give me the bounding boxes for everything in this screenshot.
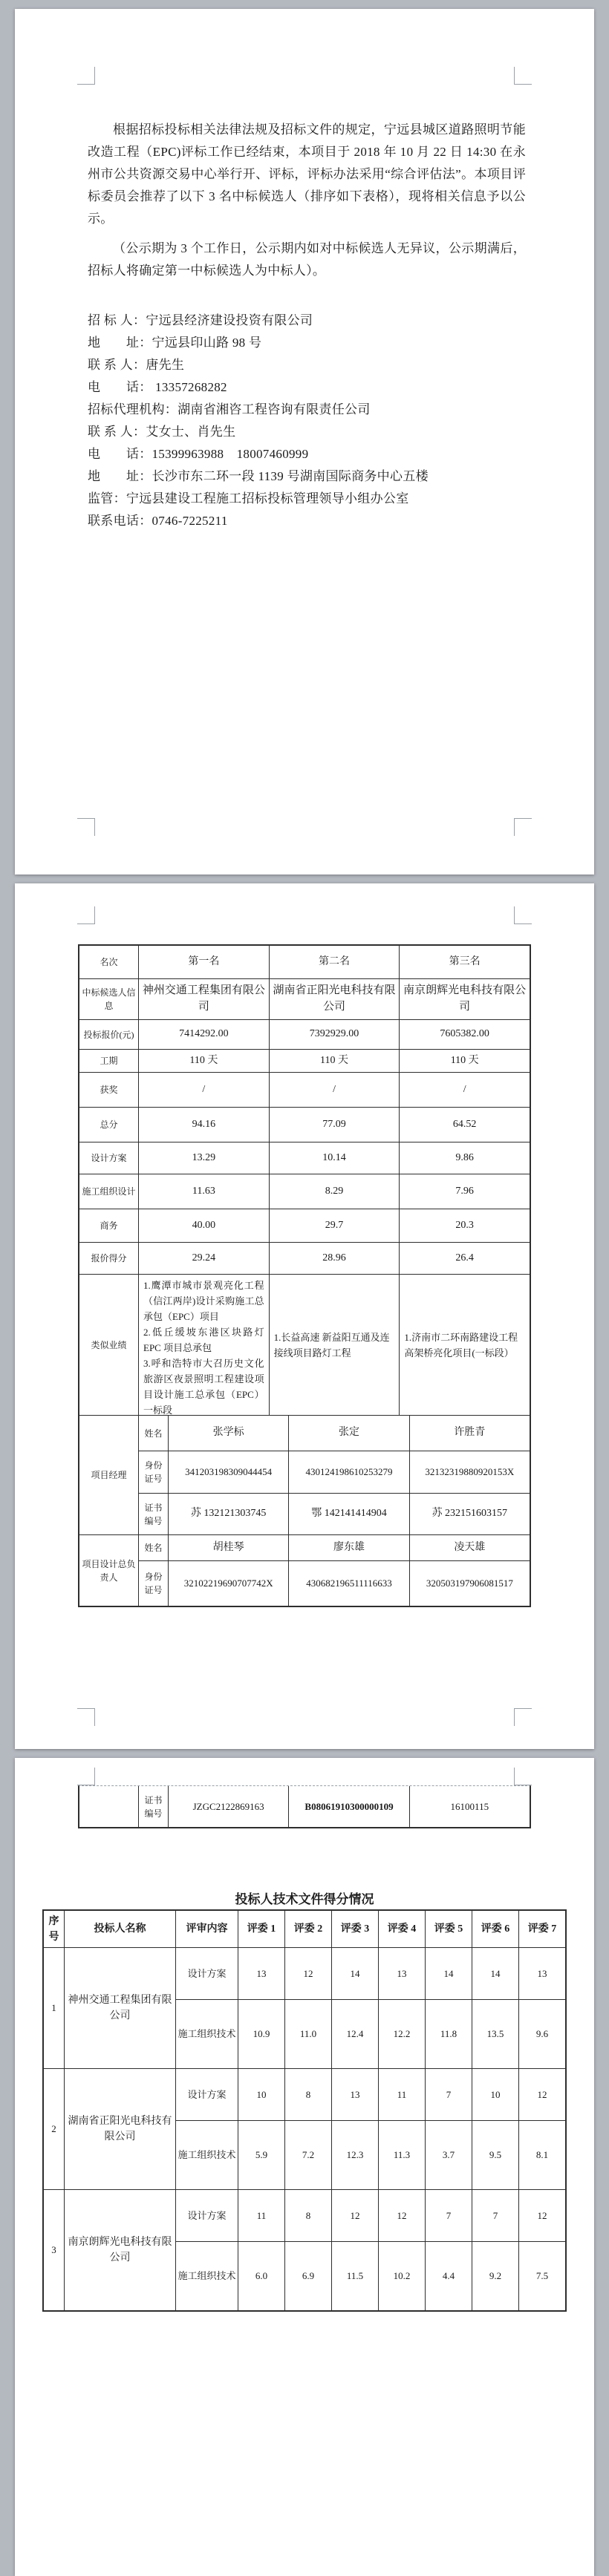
cell-value: 苏 232151603157 — [431, 1508, 508, 1520]
cell-score: 8 — [285, 2190, 332, 2241]
cell-criterion: 施工组织技术 — [176, 2000, 238, 2068]
cell-score: 12 — [285, 1948, 332, 1999]
achievement-item: 1.鹰潭市城市景观亮化工程（信江两岸)设计采购施工总承包（EPC）项目 — [143, 1280, 264, 1322]
achievement-item: 2.低丘缓坡东港区块路灯 EPC 项目总承包 — [143, 1327, 264, 1353]
cell-value: 9.86 — [455, 1151, 474, 1163]
cell-achievements-1 — [139, 1275, 270, 1415]
cell-score: 12 — [537, 2209, 547, 2221]
cell-score: 12 — [537, 2088, 547, 2100]
cell-score: 12.2 — [379, 2000, 426, 2068]
score-row-design — [176, 2069, 565, 2121]
contact-info-block — [88, 310, 526, 532]
cell-candidate-3: 南京朗辉光电科技有限公司 — [403, 984, 527, 1013]
cell-sublabel: 身份证号 — [139, 1561, 169, 1606]
paragraph-publicity: （公示期为 3 个工作日，公示期内如对中标候选人无异议，公示期满后，招标人将确定第一中标候选人为中标人）。 — [88, 241, 526, 278]
cell-value: 430682196511116633 — [289, 1561, 409, 1606]
cell-score: 13 — [537, 1967, 547, 1979]
cell-value: 32132319880920153X — [425, 1465, 515, 1477]
cell-value: 110 天 — [139, 1050, 270, 1072]
cell-label: 设计方案 — [79, 1142, 139, 1174]
info-line-agency-address: 地 址：长沙市东二环一段 1139 号湖南国际商务中心五楼 — [88, 469, 429, 483]
table-row-rank-header — [79, 946, 530, 979]
score-row-design — [176, 2190, 565, 2242]
table-row-designer-name — [139, 1535, 530, 1561]
cell-sublabel: 证书编号 — [139, 1494, 169, 1534]
page-1[interactable] — [15, 9, 594, 875]
info-line-phone: 电 话： 13357268282 — [88, 380, 227, 394]
table-row-achievements — [79, 1275, 530, 1416]
cell-score: 7 — [426, 2190, 472, 2241]
cell-value: B08061910300000109 — [289, 1786, 409, 1827]
cell-label: 施工组织设计 — [79, 1174, 139, 1209]
info-line-agency-phone: 电 话：15399963988 18007460999 — [88, 447, 309, 461]
cell-score: 8.1 — [535, 2149, 549, 2161]
cell-score: 11.3 — [379, 2121, 426, 2189]
margin-corner-mark — [514, 818, 532, 836]
cell-value: 430124198610253279 — [289, 1451, 409, 1493]
cell-score: 5.9 — [238, 2121, 285, 2189]
cell-score: 12.3 — [332, 2121, 379, 2189]
margin-corner-mark — [514, 1768, 532, 1785]
cell-criterion: 设计方案 — [176, 1948, 238, 1999]
cell-score: 7 — [426, 2069, 472, 2120]
cell-score: 6.0 — [238, 2242, 285, 2310]
margin-corner-mark — [77, 906, 95, 924]
cell-label: 总分 — [79, 1108, 139, 1142]
cell-score: 11.0 — [285, 2000, 332, 2068]
margin-corner-mark — [514, 906, 532, 924]
cell-seq: 1 — [44, 1948, 65, 2068]
paragraph-intro: 根据招标投标相关法律法规及招标文件的规定，宁远县城区道路照明节能改造工程（EPC)评标工作已经结束，本项目于 2018 年 10 月 22 日 14:30 在永州市公共资源交易中心举行开、评标，评标办法采用“综合评估法”。本项目评标委员会推荐了以下 3 名中标候选人（排序如下表格），现将相关信息予以公示。 — [88, 122, 526, 226]
cell-value: 29.24 — [139, 1243, 270, 1274]
table-row-manager-cert — [139, 1494, 530, 1534]
cell-score: 11 — [238, 2190, 285, 2241]
cell-label: 类似业绩 — [79, 1275, 139, 1415]
cell-value: / — [270, 1073, 400, 1107]
table-row-candidate-names — [79, 979, 530, 1020]
cell-sublabel: 身份证号 — [139, 1451, 169, 1493]
margin-corner-mark — [514, 67, 532, 85]
cell-corner-label: 名次 — [79, 946, 139, 978]
cell-score: 10 — [472, 2069, 519, 2120]
score-block-bidder-1 — [44, 1948, 565, 2069]
margin-corner-mark — [77, 1768, 95, 1785]
table-row-construction-score — [79, 1174, 530, 1209]
cell-sublabel: 姓名 — [139, 1416, 169, 1451]
margin-corner-mark — [514, 1708, 532, 1726]
cell-value: 16100115 — [450, 1800, 489, 1812]
cell-label: 中标候选人信息 — [79, 979, 139, 1019]
cell-value: 7.96 — [455, 1185, 474, 1197]
cell-value: 13.29 — [139, 1142, 270, 1174]
cell-value: 胡桂琴 — [169, 1535, 289, 1560]
table-row-bid-price — [79, 1020, 530, 1050]
cell-value: / — [463, 1083, 466, 1095]
cell-value: 40.00 — [139, 1209, 270, 1242]
cell-achievements-3: 1.济南市二环南路建设工程高架桥亮化项目(一标段） — [404, 1331, 518, 1359]
cell-value: 苏 132121303745 — [169, 1494, 289, 1534]
cell-score: 9.2 — [472, 2242, 519, 2310]
cell-value: 7605382.00 — [440, 1028, 489, 1040]
cell-bidder-name: 湖南省正阳光电科技有限公司 — [65, 2069, 176, 2189]
cell-score: 7.5 — [535, 2270, 549, 2282]
cell-bidder-name: 南京朗辉光电科技有限公司 — [65, 2190, 176, 2310]
cell-rank-2: 第二名 — [270, 946, 400, 978]
table-row-design-score — [79, 1142, 530, 1174]
cell-value: 许胜青 — [454, 1427, 486, 1439]
info-line-agency: 招标代理机构：湖南省湘咨工程咨询有限责任公司 — [88, 402, 371, 416]
cell-score: 4.4 — [426, 2242, 472, 2310]
cell-value: / — [139, 1073, 270, 1107]
cell-score: 9.5 — [472, 2121, 519, 2189]
table-row-commerce-score — [79, 1209, 530, 1243]
cell-criterion: 施工组织技术 — [176, 2242, 238, 2310]
table-row-manager-id — [139, 1451, 530, 1494]
cell-achievements-2: 1.长益高速 新益阳互通及连接线项目路灯工程 — [270, 1275, 400, 1415]
table-row-total-score — [79, 1108, 530, 1142]
cell-score: 7.2 — [285, 2121, 332, 2189]
cell-criterion: 施工组织技术 — [176, 2121, 238, 2189]
cell-value: 廖东雄 — [289, 1535, 409, 1560]
cell-score: 14 — [472, 1948, 519, 1999]
cell-score: 7 — [472, 2190, 519, 2241]
cell-score: 8 — [285, 2069, 332, 2120]
header-judge-2: 评委 2 — [285, 1911, 332, 1947]
score-row-tech — [176, 2242, 565, 2310]
cell-value: 张定 — [289, 1416, 409, 1451]
cell-value: 11.63 — [139, 1174, 270, 1209]
cell-value: 110 天 — [450, 1054, 479, 1066]
cell-value: 77.09 — [270, 1108, 400, 1142]
cell-score: 10 — [238, 2069, 285, 2120]
cell-score: 10.2 — [379, 2242, 426, 2310]
cell-rank-3: 第三名 — [449, 955, 481, 967]
header-judge-3: 评委 3 — [332, 1911, 379, 1947]
cell-score: 11 — [379, 2069, 426, 2120]
info-line-supervisor: 监管：宁远县建设工程施工招标投标管理领导小组办公室 — [88, 491, 409, 506]
group-label: 项目设计总负责人 — [79, 1535, 139, 1606]
table-group-design-director — [79, 1535, 530, 1606]
cell-value: 26.4 — [455, 1252, 474, 1264]
candidate-rank-table — [78, 944, 531, 1607]
score-table-title: 投标人技术文件得分情况 — [235, 1892, 374, 1906]
cell-sublabel: 证书编号 — [139, 1786, 169, 1827]
header-review-content: 评审内容 — [176, 1911, 238, 1947]
table-row-awards — [79, 1073, 530, 1108]
cell-value: 8.29 — [270, 1174, 400, 1209]
cell-score: 10.9 — [238, 2000, 285, 2068]
table-row-manager-name — [139, 1416, 530, 1451]
achievement-item: 3.呼和浩特市大召历史文化旅游区夜景照明工程建设项目设计施工总承包（EPC）一标段 — [143, 1358, 264, 1415]
cell-candidate-2: 湖南省正阳光电科技有限公司 — [270, 979, 400, 1019]
cell-score: 14 — [332, 1948, 379, 1999]
info-line-supervisor-phone: 联系电话：0746-7225211 — [88, 514, 228, 528]
table-row-price-score — [79, 1243, 530, 1275]
table-row-designer-id — [139, 1561, 530, 1606]
cell-value: 张学标 — [169, 1416, 289, 1451]
technical-score-table — [42, 1909, 567, 2312]
score-row-tech — [176, 2121, 565, 2189]
group-label: 项目经理 — [79, 1416, 139, 1534]
header-seq: 序号 — [44, 1911, 65, 1947]
header-judge-5: 评委 5 — [426, 1911, 472, 1947]
cell-rank-1: 第一名 — [139, 946, 270, 978]
cell-value: 64.52 — [452, 1118, 477, 1130]
cell-criterion: 设计方案 — [176, 2069, 238, 2120]
cell-score: 11.8 — [426, 2000, 472, 2068]
cell-value: 20.3 — [455, 1219, 474, 1231]
header-judge-7: 评委 7 — [527, 1923, 557, 1935]
margin-corner-mark — [77, 1708, 95, 1726]
cell-score: 13 — [238, 1948, 285, 1999]
cell-value: 94.16 — [139, 1108, 270, 1142]
cell-label: 工期 — [79, 1050, 139, 1072]
cell-empty — [79, 1786, 139, 1827]
cell-value: 凌天雄 — [454, 1541, 486, 1553]
score-block-bidder-2 — [44, 2069, 565, 2190]
header-judge-6: 评委 6 — [472, 1911, 519, 1947]
cell-value: 鄂 142141414904 — [289, 1494, 409, 1534]
cell-value: 7414292.00 — [139, 1020, 270, 1049]
cell-seq: 3 — [44, 2190, 65, 2310]
cell-score: 12 — [379, 2190, 426, 2241]
cell-score: 9.6 — [535, 2028, 549, 2040]
cell-value: 32102219690707742X — [169, 1561, 289, 1606]
cell-label: 报价得分 — [79, 1243, 139, 1274]
cell-score: 13.5 — [472, 2000, 519, 2068]
cell-seq: 2 — [44, 2069, 65, 2189]
header-bidder-name: 投标人名称 — [65, 1911, 176, 1947]
header-judge-4: 评委 4 — [379, 1911, 426, 1947]
cell-value: JZGC2122869163 — [169, 1786, 289, 1827]
margin-corner-mark — [77, 67, 95, 85]
score-block-bidder-3 — [44, 2190, 565, 2310]
table-row-designer-cert — [79, 1786, 530, 1827]
cell-bidder-name: 神州交通工程集团有限公司 — [65, 1948, 176, 2068]
cell-score: 12.4 — [332, 2000, 379, 2068]
cell-score: 11.5 — [332, 2242, 379, 2310]
cell-value: 29.7 — [270, 1209, 400, 1242]
score-row-design — [176, 1948, 565, 2000]
cell-label: 投标报价(元) — [79, 1020, 139, 1049]
info-line-contact: 联 系 人：唐先生 — [88, 358, 185, 372]
designer-cert-continuation-table — [78, 1785, 531, 1828]
cell-score: 6.9 — [285, 2242, 332, 2310]
cell-score: 14 — [426, 1948, 472, 1999]
info-line-tenderer: 招 标 人：宁远县经济建设投资有限公司 — [88, 313, 313, 327]
cell-value: 10.14 — [270, 1142, 400, 1174]
page-2[interactable] — [15, 883, 594, 1749]
score-row-tech — [176, 2000, 565, 2068]
cell-score: 13 — [379, 1948, 426, 1999]
cell-value: 28.96 — [270, 1243, 400, 1274]
cell-score: 3.7 — [426, 2121, 472, 2189]
cell-value: 110 天 — [270, 1050, 400, 1072]
cell-value: 341203198309044454 — [169, 1451, 289, 1493]
cell-value: 320503197906081517 — [426, 1577, 513, 1589]
cell-value: 7392929.00 — [270, 1020, 400, 1049]
cell-candidate-1: 神州交通工程集团有限公司 — [139, 979, 270, 1019]
info-line-agency-contact: 联 系 人：艾女士、肖先生 — [88, 425, 236, 439]
cell-sublabel: 姓名 — [139, 1535, 169, 1560]
cell-criterion: 设计方案 — [176, 2190, 238, 2241]
announcement-text — [88, 119, 526, 532]
table-group-project-manager — [79, 1416, 530, 1535]
cell-label: 商务 — [79, 1209, 139, 1242]
score-table-header-row — [44, 1911, 565, 1948]
info-line-address: 地 址：宁远县印山路 98 号 — [88, 336, 262, 350]
cell-score: 13 — [332, 2069, 379, 2120]
table-row-duration — [79, 1050, 530, 1073]
margin-corner-mark — [77, 818, 95, 836]
header-judge-1: 评委 1 — [238, 1911, 285, 1947]
cell-score: 12 — [332, 2190, 379, 2241]
cell-label: 获奖 — [79, 1073, 139, 1107]
page-3[interactable] — [15, 1758, 594, 2576]
